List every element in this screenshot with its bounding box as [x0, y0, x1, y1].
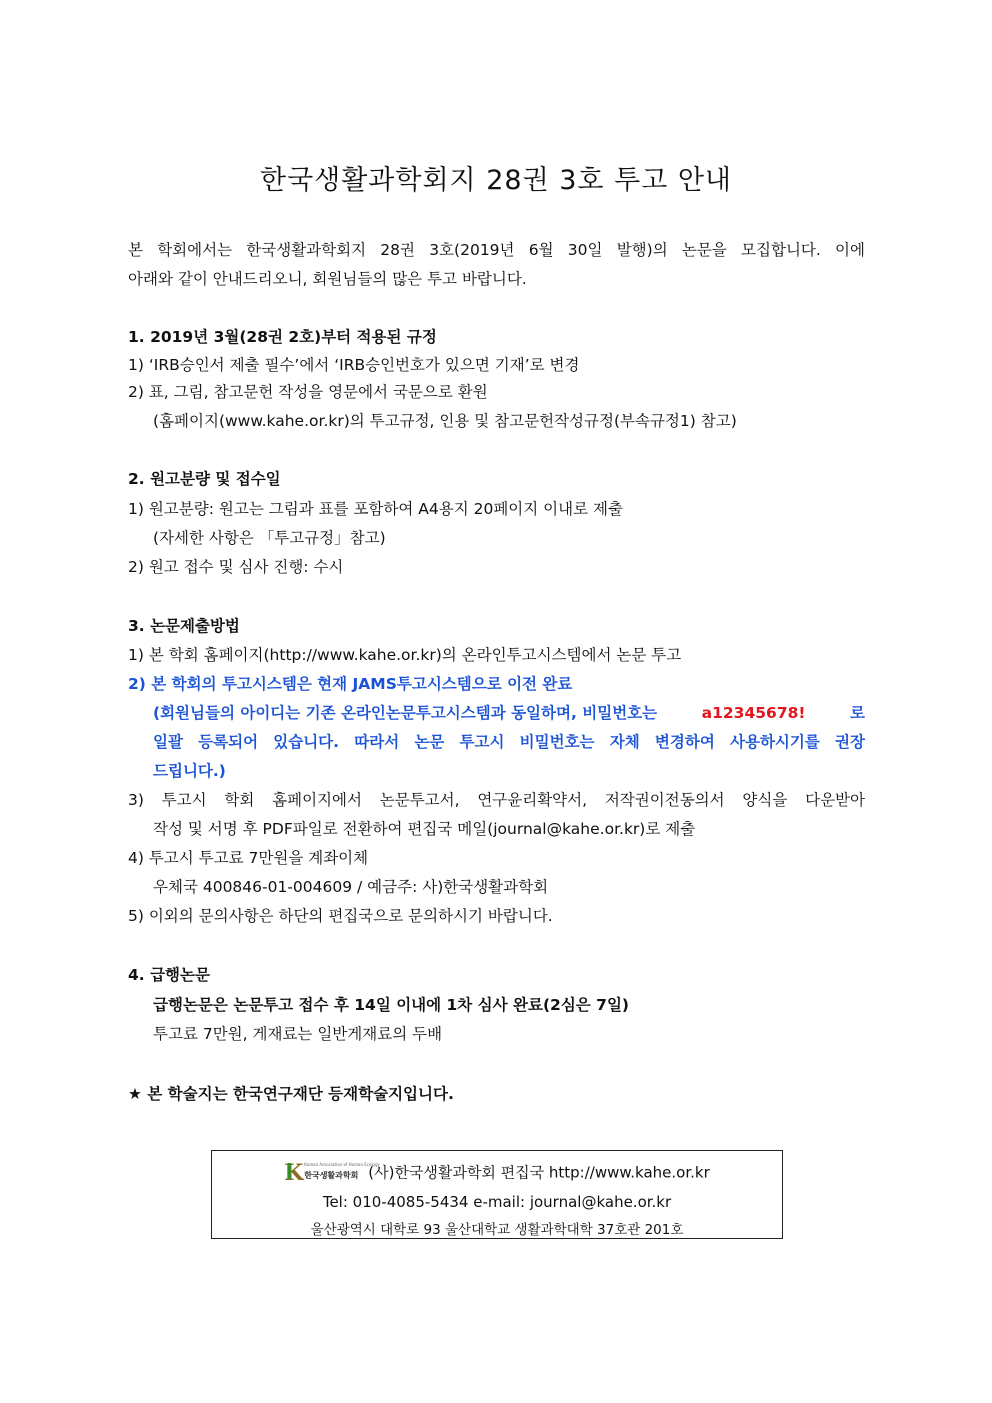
logo-subtext: Korean Association of Human Ecology — [304, 1162, 380, 1167]
logo-text: 한국생활과학회 — [304, 1171, 359, 1180]
contact-line-2: Tel: 010-4085-5434 e-mail: journal@kahe.or.kr — [322, 1193, 672, 1211]
section-2-heading: 2. 원고분량 및 접수일 — [128, 470, 281, 488]
section-3-item-2-note-a — [153, 703, 865, 723]
contact-box — [211, 1150, 783, 1239]
contact-address: 울산광역시 대학로 93 울산대학교 생활과학대학 37호관 201호 — [310, 1222, 684, 1238]
section-4-heading: 4. 급행논문 — [128, 966, 210, 984]
section-1-item-2: 2) 표, 그림, 참고문헌 작성을 영문에서 국문으로 환원 — [128, 383, 488, 401]
section-1-heading: 1. 2019년 3월(28권 2호)부터 적용된 규정 — [128, 328, 437, 346]
section-4-line-2: 투고료 7만원, 게재료는 일반게재료의 두배 — [153, 1025, 443, 1043]
contact-line-1 — [212, 1161, 782, 1185]
section-1-item-1: 1) ‘IRB승인서 제출 필수’에서 ‘IRB승인번호가 있으면 기재’로 변경 — [128, 356, 580, 374]
section-2-item-1: 1) 원고분량: 원고는 그림과 표를 포함하여 A4용지 20페이지 이내로 제출 — [128, 500, 623, 518]
section-3-item-3-cont: 작성 및 서명 후 PDF파일로 전환하여 편집국 메일(journal@kahe.or.kr)로 제출 — [153, 820, 696, 838]
section-2-item-2: 2) 원고 접수 및 심사 진행: 수시 — [128, 558, 344, 576]
section-3-item-4: 4) 투고시 투고료 7만원을 계좌이체 — [128, 849, 369, 867]
kci-notice: ★ 본 학술지는 한국연구재단 등재학술지입니다. — [128, 1085, 454, 1103]
section-3-heading: 3. 논문제출방법 — [128, 617, 240, 635]
section-3-item-2-note-c: 일괄 등록되어 있습니다. 따라서 논문 투고시 비밀번호는 자체 변경하여 사용하시기를 권장 — [153, 733, 865, 751]
note-text-a: (회원님들의 아이디는 기존 온라인논문투고시스템과 동일하며, 비밀번호는 — [153, 704, 658, 722]
intro-line-2: 아래와 같이 안내드리오니, 회원님들의 많은 투고 바랍니다. — [128, 270, 527, 288]
section-3-item-3: 3) 투고시 학회 홈페이지에서 논문투고서, 연구윤리확약서, 저작권이전동의서 양식을 다운받아 — [128, 791, 865, 809]
intro-line-1: 본 학회에서는 한국생활과학회지 28권 3호(2019년 6월 30일 발행)의 논문을 모집합니다. 이에 — [128, 241, 865, 259]
section-3-item-1: 1) 본 학회 홈페이지(http://www.kahe.or.kr)의 온라인투고시스템에서 논문 투고 — [128, 646, 682, 664]
section-2-item-1-note: (자세한 사항은 「투고규정」참고) — [153, 529, 386, 547]
section-4-line-1: 급행논문은 논문투고 접수 후 14일 이내에 1차 심사 완료(2심은 7일) — [153, 996, 630, 1014]
k-logo-green-stroke — [288, 1163, 300, 1179]
k-logo-icon: K — [284, 1160, 304, 1186]
editorial-office-line: (사)한국생활과학회 편집국 http://www.kahe.or.kr — [368, 1163, 710, 1182]
page-title: 한국생활과학회지 28권 3호 투고 안내 — [259, 165, 732, 196]
section-3-item-5: 5) 이외의 문의사항은 하단의 편집국으로 문의하시기 바랍니다. — [128, 907, 553, 925]
note-text-b: 로 — [850, 704, 865, 722]
section-3-item-4-account: 우체국 400846-01-004609 / 예금주: 사)한국생활과학회 — [153, 878, 549, 896]
section-3-item-2-note-d: 드립니다.) — [153, 762, 226, 780]
section-1-item-2-note: (홈페이지(www.kahe.or.kr)의 투고규정, 인용 및 참고문헌작성규정(부속규정1) 참고) — [153, 412, 737, 430]
society-logo — [284, 1160, 380, 1186]
section-3-item-2: 2) 본 학회의 투고시스템은 현재 JAMS투고시스템으로 이전 완료 — [128, 675, 573, 693]
default-password: a12345678! — [701, 704, 806, 722]
